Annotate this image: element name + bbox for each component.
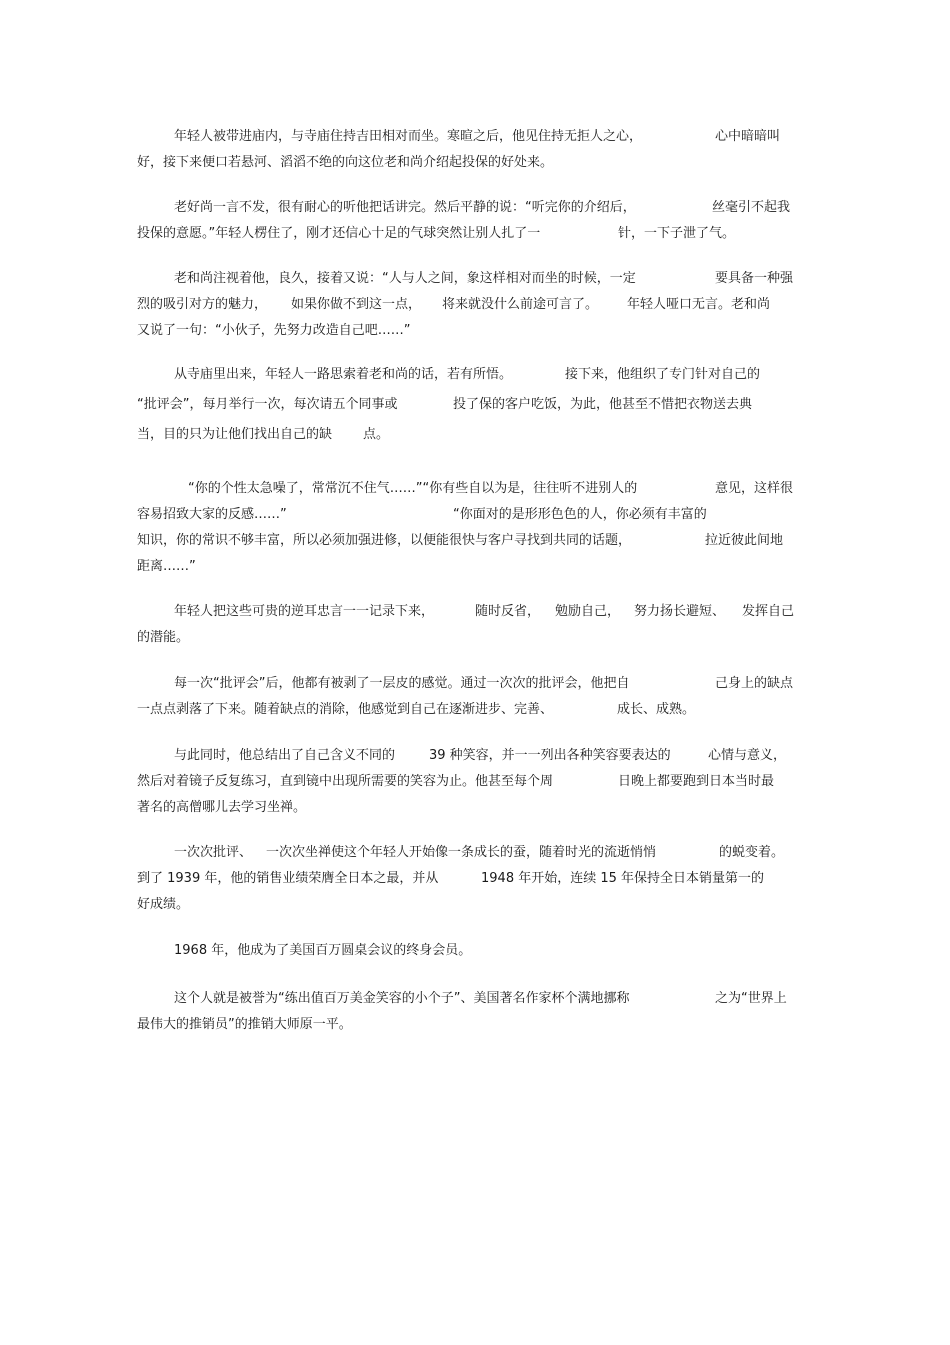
paragraph-line [137,697,802,723]
text-segment: 容易招致大家的反感……” [137,507,287,522]
paragraph-line [137,599,802,625]
text-segment: 努力扬长避短、 [634,604,726,619]
text-segment: 39 种笑容，并一一列出各种笑容要表达的 [429,748,671,763]
text-segment: 意见，这样很 [715,481,794,496]
text-segment: “你的个性太急噪了，常常沉不住气……”“你有些自以为是，往往听不进别人的 [188,481,638,496]
text-segment: 一次次坐禅使这个年轻人开始像一条成长的蚕，随着时光的流逝悄悄 [266,845,657,860]
text-segment: 年轻人哑口无言。老和尚 [627,297,771,312]
text-segment: 针，一下子泄了气。 [618,226,736,241]
paragraph-11 [137,986,802,1038]
paragraph-line [137,892,802,918]
text-segment: 老好尚一言不发，很有耐心的听他把话讲完。然后平静的说：“听完你的介绍后， [174,200,636,215]
text-segment: 心中暗暗叫 [715,129,781,144]
text-segment: 烈的吸引对方的魅力， [137,297,268,312]
paragraph-line [137,266,802,292]
text-segment: 知识，你的常识不够丰富，所以必须加强进修，以便能很快与客户寻找到共同的话题， [137,533,632,548]
paragraph-2 [137,195,802,247]
text-segment: 老和尚注视着他，良久，接着又说：“人与人之间，象这样相对而坐的时候，一定 [174,271,636,286]
text-segment: 丝毫引不起我 [712,200,791,215]
text-segment: 一次次批评、 [174,845,253,860]
paragraph-6 [137,599,802,651]
text-segment: 一点点剥落了下来。随着缺点的消除，他感觉到自己在逐渐进步、完善、 [137,702,554,717]
text-segment: 著名的高僧哪儿去学习坐禅。 [137,800,307,815]
text-segment: 日晚上都要跑到日本当时最 [618,774,775,789]
text-segment: 之为“世界上 [715,991,787,1006]
paragraph-line [137,795,802,821]
paragraph-line [137,743,802,769]
paragraph-line [137,528,802,554]
paragraph-line [137,318,802,344]
paragraph-line [137,840,802,866]
paragraph-line [137,422,802,448]
text-segment: 年轻人把这些可贵的逆耳忠言一一记录下来， [174,604,435,619]
text-segment: 成长、成熟。 [617,702,696,717]
text-segment: 己身上的缺点 [715,676,794,691]
text-segment: 投保的意愿。”年轻人楞住了，刚才还信心十足的气球突然让别人扎了一 [137,226,541,241]
text-segment: 要具备一种强 [715,271,794,286]
paragraph-line [137,221,802,247]
text-segment: 将来就没什么前途可言了。 [442,297,599,312]
paragraph-line [137,476,802,502]
text-segment: 如果你做不到这一点， [291,297,422,312]
text-segment: 这个人就是被誉为“练出值百万美金笑容的小个子”、美国著名作家杯个满地挪称 [174,991,630,1006]
paragraph-line [137,866,802,892]
paragraph-line [137,671,802,697]
text-segment: “批评会”，每月举行一次，每次请五个同事或 [137,397,398,412]
paragraph-line [137,150,802,176]
text-segment: 与此同时，他总结出了自己含义不同的 [174,748,396,763]
paragraph-line [137,502,802,528]
paragraph-line [137,392,802,418]
text-segment: 然后对着镜子反复练习，直到镜中出现所需要的笑容为止。他甚至每个周 [137,774,554,789]
text-segment: 到了 1939 年，他的销售业绩荣膺全日本之最，并从 [137,871,439,886]
text-segment: 距离……” [137,559,196,574]
paragraph-line [137,769,802,795]
paragraph-line [137,986,802,1012]
text-segment: 的潜能。 [137,630,190,645]
text-segment: 年轻人被带进庙内，与寺庙住持吉田相对而坐。寒暄之后，他见住持无拒人之心， [174,129,643,144]
text-segment: 的蜕变着。 [719,845,785,860]
paragraph-line [137,195,802,221]
paragraph-10 [137,938,802,964]
text-segment: 从寺庙里出来，年轻人一路思索着老和尚的话，若有所悟。 [174,367,513,382]
text-segment: 拉近彼此间地 [705,533,784,548]
text-segment: 当，目的只为让他们找出自己的缺 [137,427,333,442]
paragraph-line [137,362,802,388]
text-segment: 点。 [363,427,390,442]
text-segment: 随时反省， [475,604,541,619]
paragraph-4 [137,362,802,448]
text-segment: 投了保的客户吃饭，为此，他甚至不惜把衣物送去典 [453,397,753,412]
text-segment: 又说了一句：“小伙子，先努力改造自己吧……” [137,323,411,338]
paragraph-3 [137,266,802,344]
text-segment: 好，接下来便口若悬河、滔滔不绝的向这位老和尚介绍起投保的好处来。 [137,155,554,170]
paragraph-line [137,1012,802,1038]
text-segment: 每一次“批评会”后，他都有被剥了一层皮的感觉。通过一次次的批评会，他把自 [174,676,630,691]
text-segment: 勉励自己， [555,604,621,619]
paragraph-9 [137,840,802,918]
text-segment: 心情与意义， [708,748,787,763]
text-segment: 好成绩。 [137,897,190,912]
paragraph-line [137,124,802,150]
paragraph-line [137,554,802,580]
paragraph-line [137,938,802,964]
text-segment: 1948 年开始，连续 15 年保持全日本销量第一的 [481,871,765,886]
paragraph-8 [137,743,802,821]
paragraph-1 [137,124,802,176]
text-segment: 接下来，他组织了专门针对自己的 [565,367,761,382]
text-segment: “你面对的是形形色色的人，你必须有丰富的 [453,507,707,522]
text-segment: 发挥自己 [742,604,795,619]
text-segment: 最伟大的推销员”的推销大师原一平。 [137,1017,352,1032]
paragraph-7 [137,671,802,723]
paragraph-5 [137,476,802,580]
text-segment: 1968 年，他成为了美国百万圆桌会议的终身会员。 [174,943,472,958]
paragraph-line [137,292,802,318]
paragraph-line [137,625,802,651]
